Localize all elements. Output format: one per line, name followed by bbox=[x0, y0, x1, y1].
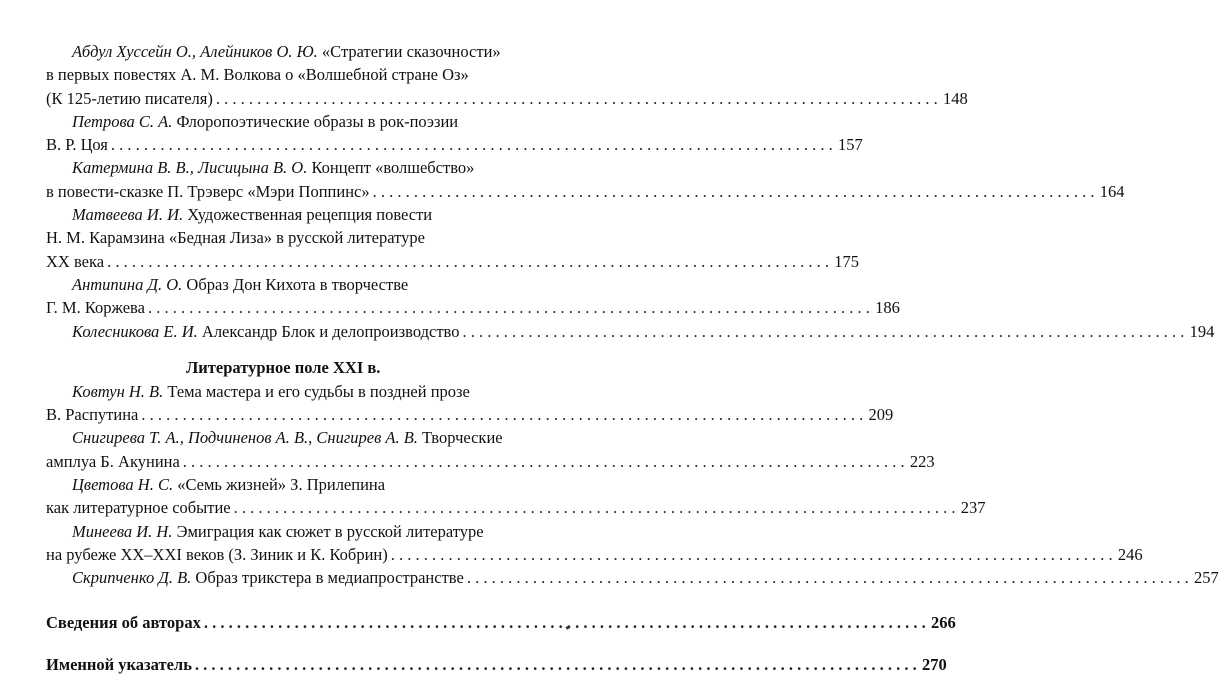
page-number: 270 bbox=[922, 654, 947, 674]
toc-entry bbox=[46, 473, 986, 520]
entry-line bbox=[46, 63, 556, 86]
entry-line bbox=[46, 473, 556, 496]
toc-entry bbox=[46, 110, 863, 157]
entry-title-text: амплуа Б. Акунина bbox=[46, 451, 180, 471]
entry-title-text: Концепт «волшебство» bbox=[311, 158, 475, 178]
page-number: 194 bbox=[1189, 321, 1215, 341]
entry-title-text: В. Распутина bbox=[46, 405, 139, 425]
toc-section-2 bbox=[46, 380, 1219, 590]
dot-leader bbox=[391, 543, 1113, 566]
page-number: 209 bbox=[868, 405, 894, 425]
dot-leader bbox=[195, 653, 917, 676]
toc-entry bbox=[46, 566, 1219, 589]
entry-line bbox=[46, 203, 556, 226]
entry-author: Катермина В. В., Лисицына В. О. bbox=[72, 158, 308, 178]
entry-author: Снигирева Т. А., Подчиненов А. В., Снигирев А. В. bbox=[72, 428, 418, 448]
entry-text bbox=[46, 543, 388, 566]
entry-text bbox=[46, 496, 231, 519]
dot-leader bbox=[462, 320, 1184, 343]
entry-text bbox=[46, 250, 104, 273]
toc-entry bbox=[46, 426, 935, 473]
toc-entry bbox=[46, 203, 859, 273]
entry-title-text: как литературное событие bbox=[46, 498, 231, 518]
entry-line bbox=[46, 40, 556, 63]
entry-last-line bbox=[46, 496, 986, 519]
entry-last-line bbox=[46, 320, 1215, 343]
dot-leader bbox=[141, 403, 863, 426]
entry-text bbox=[46, 403, 138, 426]
entry-text bbox=[72, 320, 459, 343]
entry-title-text: (К 125-летию писателя) bbox=[46, 88, 213, 108]
dot-leader bbox=[467, 566, 1189, 589]
entry-line bbox=[46, 380, 556, 403]
entry-title-text: Творческие bbox=[422, 428, 503, 448]
entry-last-line bbox=[46, 566, 1219, 589]
entry-text bbox=[46, 133, 108, 156]
dot-leader bbox=[216, 87, 938, 110]
toc-entry bbox=[46, 320, 1215, 343]
page-number: 148 bbox=[942, 88, 968, 108]
toc-section-1 bbox=[46, 40, 1215, 343]
entry-last-line bbox=[46, 250, 859, 273]
entry-author: Колесникова Е. И. bbox=[72, 321, 198, 341]
entry-title-text: Образ Дон Кихота в творчестве bbox=[186, 274, 409, 294]
entry-title-text: в первых повестях А. М. Волкова о «Волшебной стране Оз» bbox=[46, 65, 469, 85]
section-heading: Литературное поле XXI в. bbox=[186, 357, 381, 377]
dot-leader bbox=[234, 496, 956, 519]
page-number: 223 bbox=[909, 451, 935, 471]
entry-title-text: Флоропоэтические образы в рок-поэзии bbox=[176, 111, 459, 131]
entry-author: Матвеева И. И. bbox=[72, 205, 184, 225]
entry-text bbox=[72, 475, 385, 494]
page-number: 175 bbox=[834, 251, 859, 271]
entry-title: Именной указатель bbox=[46, 654, 192, 674]
entry-last-line bbox=[46, 87, 968, 110]
entry-last-line bbox=[46, 403, 894, 426]
entry-line bbox=[46, 273, 556, 296]
entry-text bbox=[72, 112, 458, 131]
entry-title-text: XX века bbox=[46, 251, 105, 271]
entry-text bbox=[72, 275, 408, 294]
entry-title-text: Н. М. Карамзина «Бедная Лиза» в русской литературе bbox=[46, 228, 425, 248]
entry-title-text: В. Р. Цоя bbox=[46, 135, 108, 155]
entry-author: Петрова С. А. bbox=[72, 111, 173, 131]
toc-entry-name-index bbox=[46, 653, 947, 676]
dot-leader bbox=[204, 611, 926, 634]
entry-line bbox=[46, 156, 556, 179]
entry-last-line bbox=[46, 296, 900, 319]
entry-title-text: «Стратегии сказочности» bbox=[321, 42, 501, 61]
entry-last-line bbox=[46, 133, 863, 156]
entry-author: Ковтун Н. В. bbox=[72, 381, 164, 401]
toc-entry bbox=[46, 156, 1125, 203]
entry-title-text: Александр Блок и делопроизводство bbox=[201, 321, 460, 341]
dot-leader bbox=[148, 296, 870, 319]
page-number: 186 bbox=[875, 298, 900, 318]
entry-title-text: Художественная рецепция повести bbox=[187, 205, 433, 225]
entry-author: Цветова Н. С. bbox=[72, 475, 174, 495]
dot-leader bbox=[373, 180, 1095, 203]
entry-line bbox=[46, 520, 556, 543]
entry-title-text: на рубеже XX–XXI веков (З. Зиник и К. Кобрин) bbox=[46, 544, 388, 564]
dot-leader bbox=[107, 250, 829, 273]
entry-last-line bbox=[46, 180, 1125, 203]
toc-entry-authors-info bbox=[46, 611, 956, 634]
entry-text bbox=[46, 296, 145, 319]
entry-line bbox=[46, 226, 556, 249]
entry-title: Сведения об авторах bbox=[46, 612, 201, 632]
dot-leader bbox=[111, 133, 833, 156]
page-number: 164 bbox=[1099, 181, 1125, 201]
entry-text bbox=[46, 180, 370, 203]
toc-entry bbox=[46, 380, 894, 427]
entry-last-line bbox=[46, 450, 935, 473]
page-number: 266 bbox=[930, 612, 956, 632]
entry-line bbox=[46, 426, 556, 449]
page-number: 246 bbox=[1117, 544, 1143, 564]
entry-title-text: Эмиграция как сюжет в русской литературе bbox=[176, 521, 484, 541]
entry-text bbox=[72, 158, 474, 177]
toc-entry bbox=[46, 520, 1143, 567]
entry-text bbox=[72, 382, 470, 401]
entry-author: Абдул Хуссейн О., Алейников О. Ю. bbox=[72, 42, 318, 61]
entry-text bbox=[46, 228, 425, 247]
entry-text bbox=[72, 42, 501, 61]
page-number: 157 bbox=[837, 135, 863, 155]
entry-text bbox=[72, 205, 432, 224]
table-of-contents bbox=[46, 40, 1219, 676]
toc-entry bbox=[46, 273, 900, 320]
entry-author: Антипина Д. О. bbox=[72, 274, 183, 294]
dot-leader bbox=[183, 450, 905, 473]
entry-text bbox=[72, 522, 484, 541]
toc-entry bbox=[46, 40, 968, 110]
entry-text bbox=[72, 428, 503, 447]
entry-author: Минеева И. Н. bbox=[72, 521, 173, 541]
entry-last-line bbox=[46, 543, 1143, 566]
entry-title-text: Образ трикстера в медиапространстве bbox=[195, 568, 464, 588]
entry-author: Скрипченко Д. В. bbox=[72, 568, 192, 588]
entry-text bbox=[46, 87, 213, 110]
entry-text bbox=[46, 450, 180, 473]
entry-text bbox=[46, 65, 469, 84]
page-number: 257 bbox=[1193, 568, 1219, 588]
entry-title-text: в повести-сказке П. Трэверс «Мэри Поппинс» bbox=[46, 181, 370, 201]
entry-line bbox=[46, 110, 556, 133]
entry-title-text: «Семь жизней» З. Прилепина bbox=[177, 475, 386, 495]
entry-title-text: Г. М. Коржева bbox=[46, 298, 145, 318]
entry-text bbox=[72, 566, 464, 589]
entry-title-text: Тема мастера и его судьбы в поздней прозе bbox=[167, 381, 470, 401]
page-number: 237 bbox=[960, 498, 986, 518]
